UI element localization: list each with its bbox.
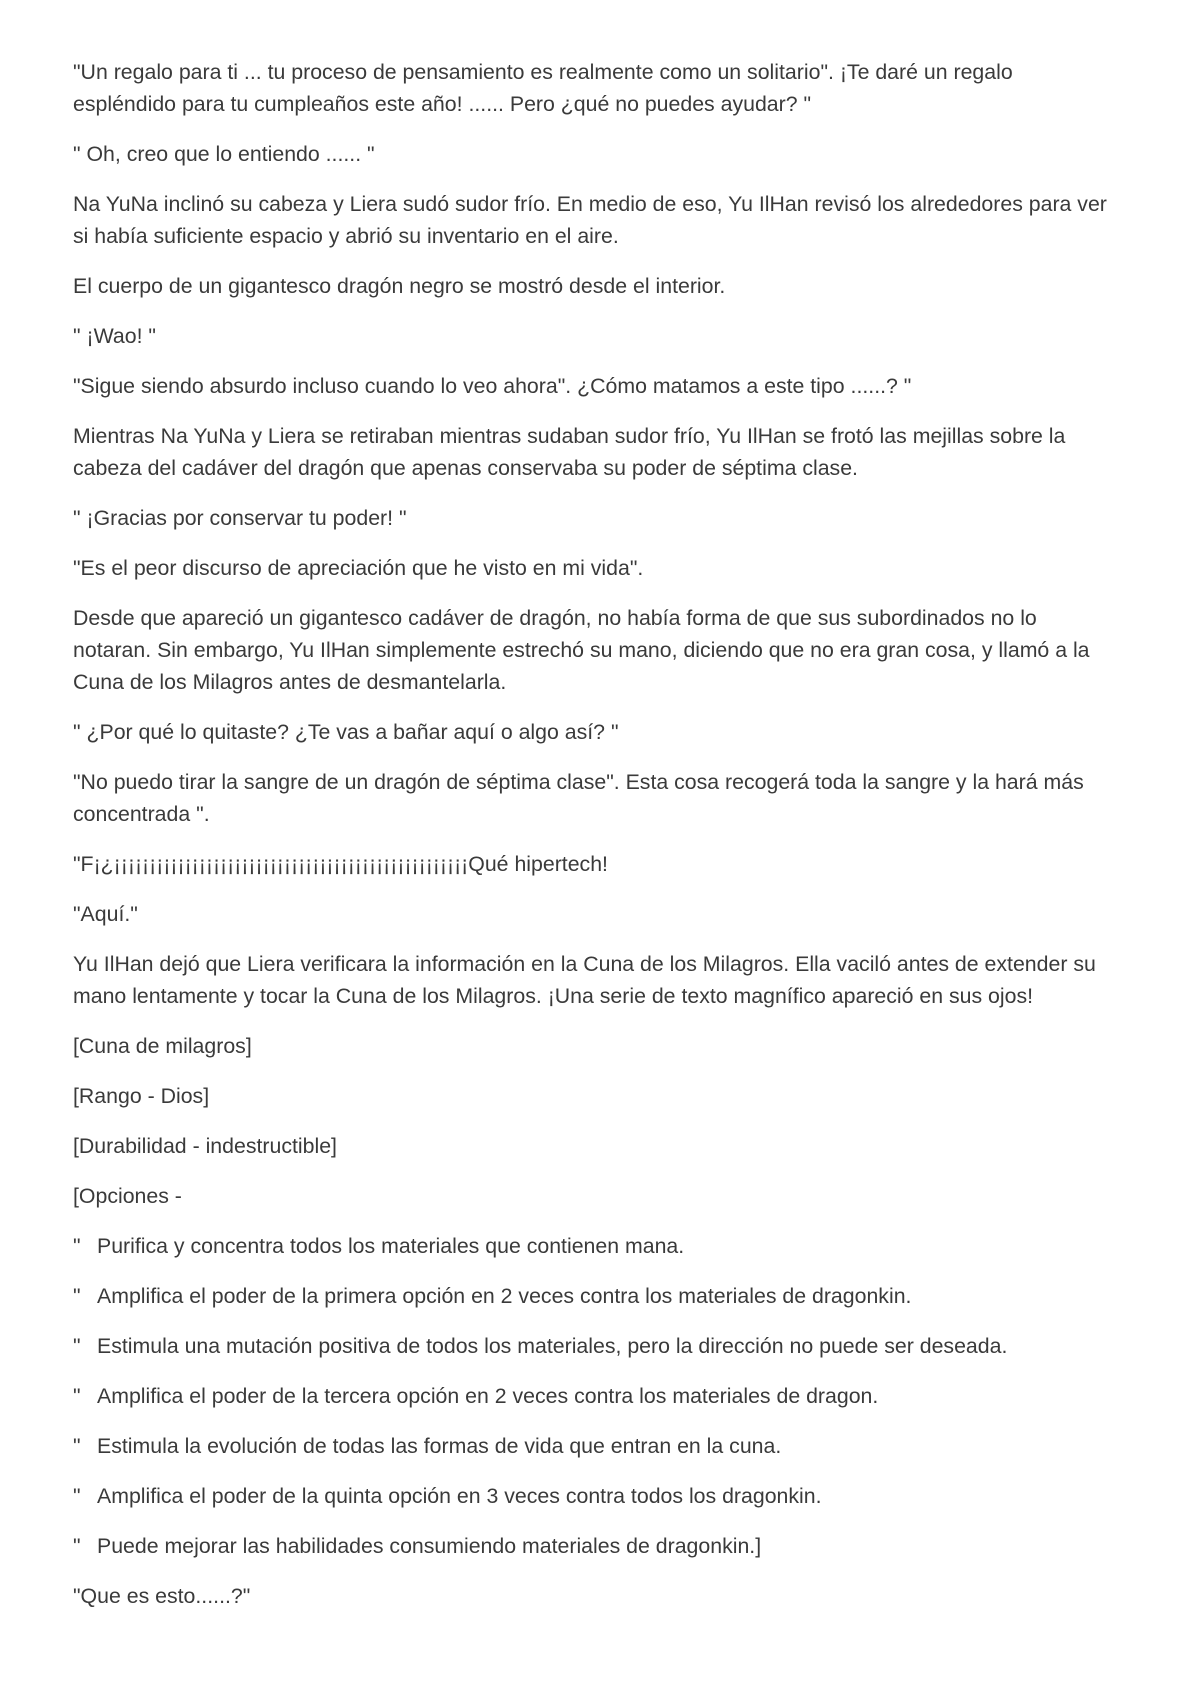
item-name-line: [Cuna de milagros]: [73, 1034, 252, 1058]
option-bullet-mark: ": [73, 1484, 81, 1508]
option-item: [73, 1380, 1113, 1412]
option-item: [73, 1230, 1113, 1262]
paragraph: " ¡Gracias por conservar tu poder! ": [73, 506, 407, 530]
item-durability-line: [Durabilidad - indestructible]: [73, 1134, 337, 1158]
paragraph: " ¿Por qué lo quitaste? ¿Te vas a bañar aquí o algo así? ": [73, 720, 619, 744]
paragraph: "Es el peor discurso de apreciación que he visto en mi vida".: [73, 556, 644, 580]
option-text: Amplifica el poder de la quinta opción en 3 veces contra todos los dragonkin.: [97, 1484, 822, 1508]
item-rank-line: [Rango - Dios]: [73, 1084, 210, 1108]
option-bullet-mark: ": [73, 1284, 81, 1308]
closing-line: "Que es esto......?": [73, 1584, 251, 1608]
option-text: Puede mejorar las habilidades consumiendo materiales de dragonkin.]: [97, 1534, 762, 1558]
option-text: Purifica y concentra todos los materiales que contienen mana.: [97, 1234, 685, 1258]
option-bullet-mark: ": [73, 1234, 81, 1258]
paragraph: Mientras Na YuNa y Liera se retiraban mientras sudaban sudor frío, Yu IlHan se frotó las mejillas sobre la cabeza del cadáver del dragón que apenas conservaba su poder de séptima clase.: [73, 424, 1066, 480]
document-page: [73, 56, 1113, 1630]
option-bullet-mark: ": [73, 1434, 81, 1458]
paragraph: Na YuNa inclinó su cabeza y Liera sudó sudor frío. En medio de eso, Yu IlHan revisó los alrededores para ver si había suficiente espacio y abrió su inventario en el aire.: [73, 192, 1107, 248]
option-item: [73, 1280, 1113, 1312]
paragraph: " Oh, creo que lo entiendo ...... ": [73, 142, 375, 166]
paragraph: "Sigue siendo absurdo incluso cuando lo veo ahora". ¿Cómo matamos a este tipo ......? ": [73, 374, 912, 398]
option-text: Estimula la evolución de todas las formas de vida que entran en la cuna.: [97, 1434, 782, 1458]
option-item: [73, 1530, 1113, 1562]
option-bullet-mark: ": [73, 1534, 81, 1558]
paragraph: "Un regalo para ti ... tu proceso de pensamiento es realmente como un solitario". ¡Te daré un regalo espléndido para tu cumpleaños este año! ...... Pero ¿qué no puedes ayudar? ": [73, 60, 1013, 116]
option-text: Amplifica el poder de la tercera opción en 2 veces contra los materiales de dragon.: [97, 1384, 879, 1408]
paragraph: " ¡Wao! ": [73, 324, 156, 348]
item-options-heading: [Opciones -: [73, 1184, 182, 1208]
option-bullet-mark: ": [73, 1334, 81, 1358]
paragraph: "Aquí.": [73, 902, 138, 926]
option-item: [73, 1480, 1113, 1512]
paragraph: Yu IlHan dejó que Liera verificara la información en la Cuna de los Milagros. Ella vaciló antes de extender su mano lentamente y tocar la Cuna de los Milagros. ¡Una serie de texto magnífico apareció en sus ojos!: [73, 952, 1096, 1008]
paragraph: El cuerpo de un gigantesco dragón negro se mostró desde el interior.: [73, 274, 726, 298]
option-item: [73, 1330, 1113, 1362]
paragraph: "F¡¿¡¡¡¡¡¡¡¡¡¡¡¡¡¡¡¡¡¡¡¡¡¡¡¡¡¡¡¡¡¡¡¡¡¡¡¡¡¡¡¡¡¡¡¡¡¡¡¡¡¡Qué hipertech!: [73, 852, 608, 876]
option-text: Amplifica el poder de la primera opción en 2 veces contra los materiales de dragonkin.: [97, 1284, 912, 1308]
option-text: Estimula una mutación positiva de todos los materiales, pero la dirección no puede ser deseada.: [97, 1334, 1008, 1358]
paragraph: "No puedo tirar la sangre de un dragón de séptima clase". Esta cosa recogerá toda la sangre y la hará más concentrada ".: [73, 770, 1084, 826]
option-bullet-mark: ": [73, 1384, 81, 1408]
paragraph: Desde que apareció un gigantesco cadáver de dragón, no había forma de que sus subordinados no lo notaran. Sin embargo, Yu IlHan simplemente estrechó su mano, diciendo que no era gran cosa, y llamó a la Cuna de los Milagros antes de desmantelarla.: [73, 606, 1090, 694]
option-item: [73, 1430, 1113, 1462]
